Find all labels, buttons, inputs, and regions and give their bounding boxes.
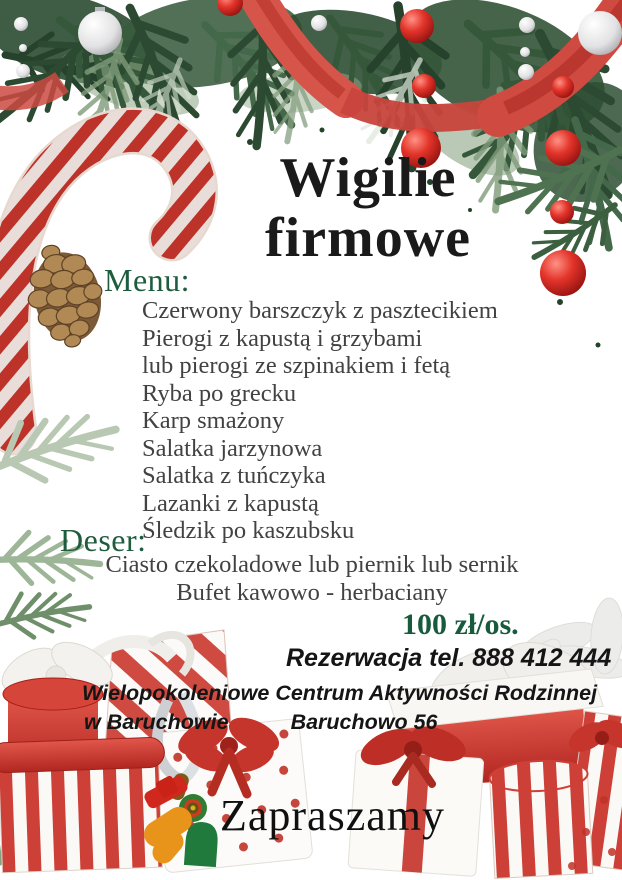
dessert-item: Bufet kawowo - herbaciany	[176, 578, 448, 606]
dessert-heading: Deser:	[60, 522, 147, 558]
organization-name: Wielopokoleniowe Centrum Aktywności Rodzinnej	[82, 681, 598, 705]
menu-list	[142, 297, 498, 545]
organization-street: Baruchowo 56	[290, 710, 438, 734]
organization-town: w Baruchowie	[84, 710, 229, 734]
menu-item: Śledzik po kaszubsku	[142, 517, 355, 544]
menu-item: Pierogi z kapustą i grzybami	[142, 324, 423, 352]
closing-text: Zapraszamy	[220, 791, 445, 840]
menu-item: Karp smażony	[142, 407, 285, 434]
title-line2: firmowe	[264, 207, 471, 269]
dessert-list	[62, 551, 562, 606]
menu-heading: Menu:	[104, 262, 191, 298]
organization-address	[84, 710, 438, 735]
menu-item: Czerwony barszczyk z pasztecikiem	[142, 297, 498, 324]
price-text: 100 zł/os.	[402, 608, 519, 641]
menu-item: lub pierogi ze szpinakiem i fetą	[142, 352, 451, 379]
dessert-item: Ciasto czekoladowe lub piernik lub sernik	[105, 551, 519, 578]
title-line1: Wigilie	[279, 147, 457, 209]
reservation-text: Rezerwacja tel. 888 412 444	[286, 644, 612, 672]
menu-item: Salatka jarzynowa	[142, 434, 323, 462]
poster-title	[118, 148, 618, 268]
menu-item: Salatka z tuńczyka	[142, 462, 326, 489]
menu-item: Lazanki z kapustą	[142, 489, 319, 517]
menu-item: Ryba po grecku	[142, 379, 297, 407]
